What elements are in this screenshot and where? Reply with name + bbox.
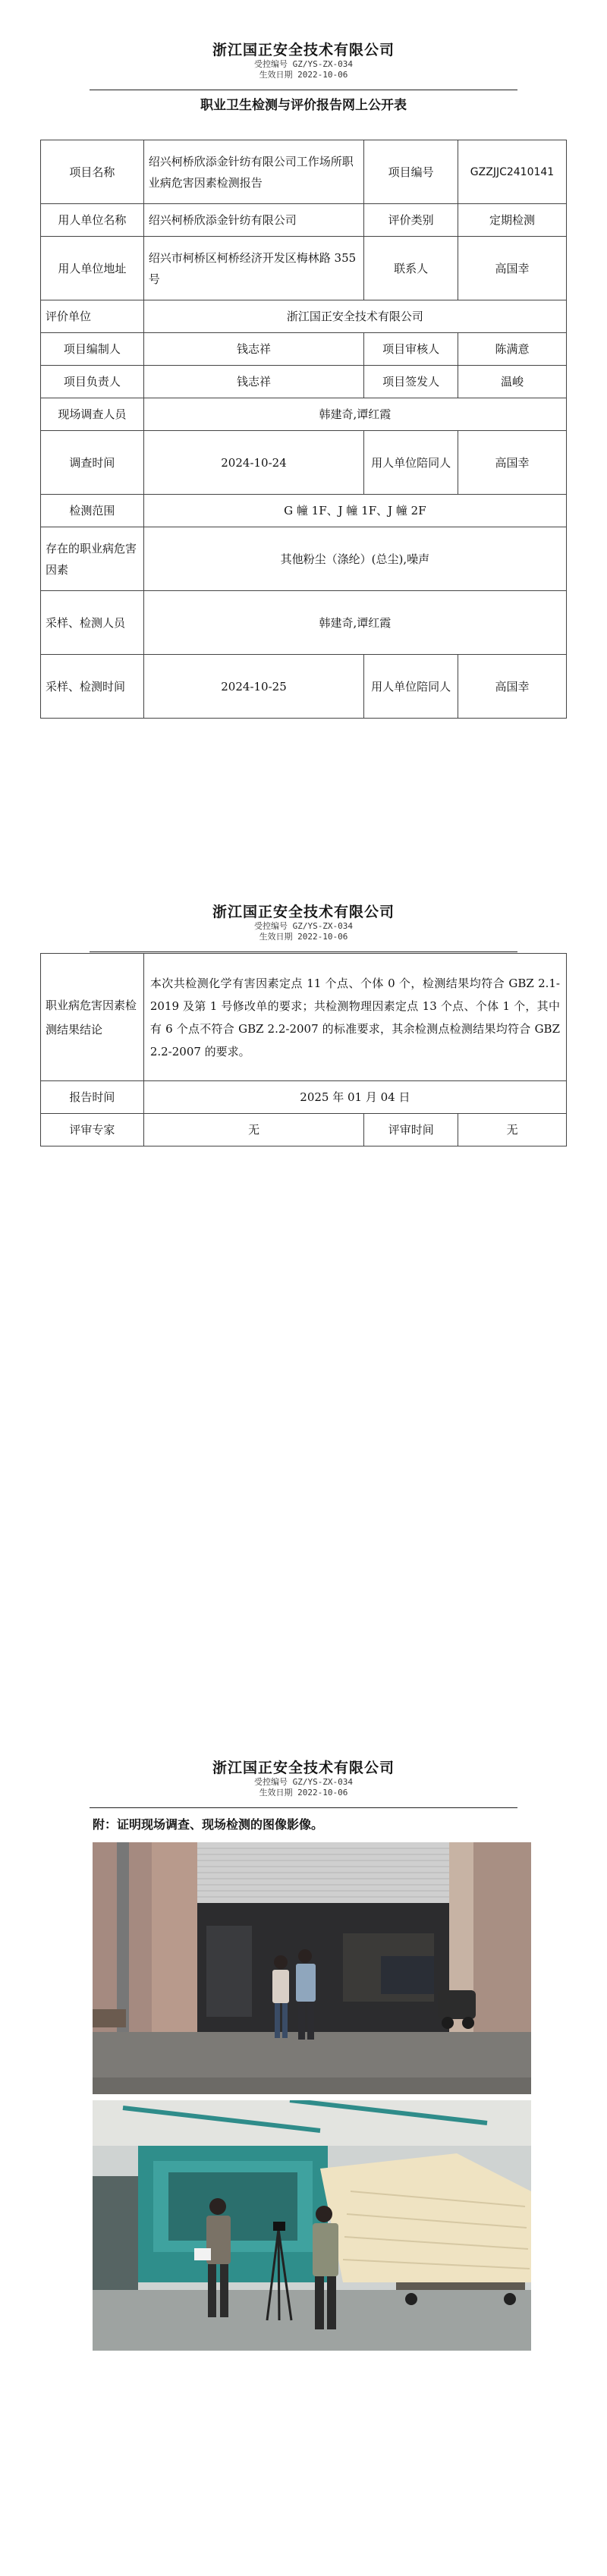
- company-header-2: [0, 903, 607, 942]
- header-divider: [90, 951, 517, 952]
- survey-time-value: 2024-10-24: [143, 431, 363, 495]
- expert-label: 评审专家: [41, 1114, 144, 1146]
- issuer-value: 温峻: [458, 366, 567, 398]
- company-name: 浙江国正安全技术有限公司: [212, 904, 395, 920]
- employer-value: 绍兴柯桥欣添金针纺有限公司: [143, 204, 363, 237]
- project-no-value: GZZJJC2410141: [458, 140, 567, 204]
- sampling-time-label: 采样、检测时间: [41, 655, 144, 719]
- address-value: 绍兴市柯桥区柯桥经济开发区梅林路 355 号: [143, 237, 363, 300]
- company-name: 浙江国正安全技术有限公司: [212, 1760, 395, 1776]
- project-name-label: 项目名称: [41, 140, 144, 204]
- address-label: 用人单位地址: [41, 237, 144, 300]
- effective-date: 生效日期 2022-10-06: [259, 932, 348, 942]
- conclusion-value: 本次共检测化学有害因素定点 11 个点、个体 0 个，检测结果均符合 GBZ 2.1-2019 及第 1 号修改单的要求；共检测物理因素定点 13 个点、个体 1 个，其中有 6 个点不符合 GBZ 2.2-2007 的标准要求，其余检测点检测结果均符合 GBZ 2.2-2007 的要求。: [143, 954, 566, 1081]
- eval-type-label: 评价类别: [364, 204, 458, 237]
- effective-date: 生效日期 2022-10-06: [259, 1788, 348, 1798]
- project-name-value: 绍兴柯桥欣添金针纺有限公司工作场所职业病危害因素检测报告: [143, 140, 363, 204]
- contact-label: 联系人: [364, 237, 458, 300]
- controlled-number: 受控编号 GZ/YS-ZX-034: [253, 1777, 354, 1787]
- conclusion-label: 职业病危害因素检测结果结论: [41, 954, 144, 1081]
- project-no-label: 项目编号: [364, 140, 458, 204]
- accompany-value: 高国幸: [458, 431, 567, 495]
- controlled-number: 受控编号 GZ/YS-ZX-034: [253, 921, 354, 931]
- employer-label: 用人单位名称: [41, 204, 144, 237]
- sampling-staff-label: 采样、检测人员: [41, 591, 144, 655]
- eval-unit-label: 评价单位: [41, 300, 144, 333]
- site-detection-photo-drawing: [93, 2100, 531, 2351]
- expert-value: 无: [143, 1114, 364, 1146]
- survey-time-label: 调查时间: [41, 431, 144, 495]
- accompany2-label: 用人单位陪同人: [364, 655, 458, 719]
- report-time-value: 2025 年 01 月 04 日: [143, 1081, 566, 1114]
- issuer-label: 项目签发人: [364, 366, 458, 398]
- header-divider: [90, 1807, 517, 1808]
- site-survey-photo-drawing: [93, 1842, 531, 2094]
- document-title: 职业卫生检测与评价报告网上公开表: [200, 98, 407, 113]
- conclusion-table: [40, 953, 567, 1146]
- accompany2-value: 高国幸: [458, 655, 567, 719]
- disclosure-table: [40, 140, 567, 719]
- reviewer-value: 陈满意: [458, 333, 567, 366]
- scope-label: 检测范围: [41, 495, 144, 527]
- company-name: 浙江国正安全技术有限公司: [212, 42, 395, 58]
- compiler-value: 钱志祥: [143, 333, 363, 366]
- eval-type-value: 定期检测: [458, 204, 567, 237]
- company-header-3: [0, 1759, 607, 1798]
- reviewer-label: 项目审核人: [364, 333, 458, 366]
- sampling-time-value: 2024-10-25: [143, 655, 363, 719]
- site-survey-photo: [93, 1842, 531, 2094]
- site-detection-photo: [93, 2100, 531, 2351]
- review-time-label: 评审时间: [364, 1114, 458, 1146]
- compiler-label: 项目编制人: [41, 333, 144, 366]
- hazards-label: 存在的职业病危害因素: [41, 527, 144, 591]
- effective-date: 生效日期 2022-10-06: [259, 70, 348, 80]
- accompany-label: 用人单位陪同人: [364, 431, 458, 495]
- scope-value: G 幢 1F、J 幢 1F、J 幢 2F: [143, 495, 566, 527]
- contact-value: 高国幸: [458, 237, 567, 300]
- sampling-staff-value: 韩建奇,谭红霞: [143, 591, 566, 655]
- survey-staff-label: 现场调查人员: [41, 398, 144, 431]
- survey-staff-value: 韩建奇,谭红霞: [143, 398, 566, 431]
- eval-unit-value: 浙江国正安全技术有限公司: [143, 300, 566, 333]
- manager-value: 钱志祥: [143, 366, 363, 398]
- hazards-value: 其他粉尘（涤纶）(总尘),噪声: [143, 527, 566, 591]
- manager-label: 项目负责人: [41, 366, 144, 398]
- company-header-1: [0, 41, 607, 80]
- review-time-value: 无: [458, 1114, 567, 1146]
- report-time-label: 报告时间: [41, 1081, 144, 1114]
- attachment-note: 附：证明现场调查、现场检测的图像影像。: [93, 1817, 324, 1832]
- controlled-number: 受控编号 GZ/YS-ZX-034: [253, 59, 354, 69]
